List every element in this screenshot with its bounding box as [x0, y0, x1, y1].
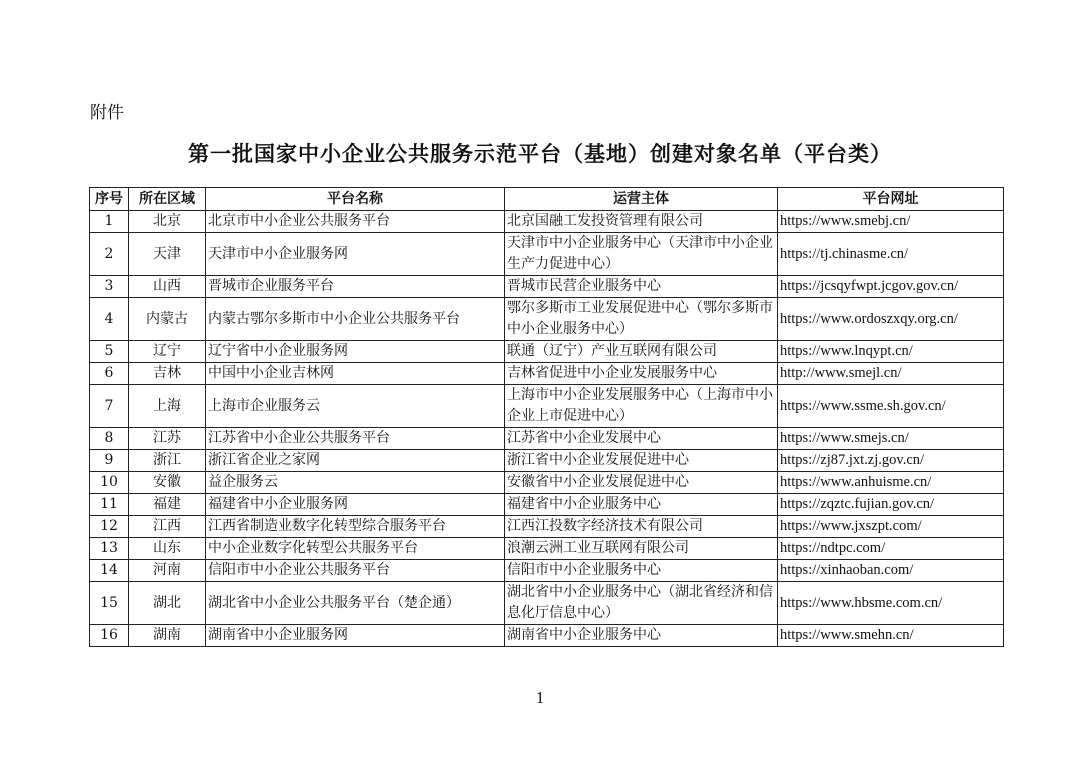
cell-region: 安徽	[129, 472, 206, 494]
table-row	[90, 625, 1004, 647]
table-row	[90, 341, 1004, 363]
cell-url: https://ndtpc.com/	[778, 538, 1004, 560]
cell-url: https://www.ordoszxqy.org.cn/	[778, 298, 1004, 341]
cell-operator: 湖南省中小企业服务中心	[505, 625, 778, 647]
cell-no: 16	[90, 625, 129, 647]
cell-region: 天津	[129, 233, 206, 276]
cell-url: https://www.jxszpt.com/	[778, 516, 1004, 538]
cell-url: https://www.smejs.cn/	[778, 428, 1004, 450]
cell-no: 11	[90, 494, 129, 516]
table-row	[90, 385, 1004, 428]
cell-url: http://www.smejl.cn/	[778, 363, 1004, 385]
table-row	[90, 211, 1004, 233]
cell-region: 山东	[129, 538, 206, 560]
cell-region: 吉林	[129, 363, 206, 385]
cell-operator: 信阳市中小企业服务中心	[505, 560, 778, 582]
cell-region: 内蒙古	[129, 298, 206, 341]
cell-url: https://www.smehn.cn/	[778, 625, 1004, 647]
cell-no: 12	[90, 516, 129, 538]
cell-platform-name: 北京市中小企业公共服务平台	[206, 211, 505, 233]
cell-url: https://www.ssme.sh.gov.cn/	[778, 385, 1004, 428]
cell-region: 江苏	[129, 428, 206, 450]
cell-platform-name: 晋城市企业服务平台	[206, 276, 505, 298]
cell-url: https://tj.chinasme.cn/	[778, 233, 1004, 276]
cell-operator: 湖北省中小企业服务中心（湖北省经济和信息化厅信息中心）	[505, 582, 778, 625]
cell-no: 13	[90, 538, 129, 560]
cell-operator: 浙江省中小企业发展促进中心	[505, 450, 778, 472]
header-name: 平台名称	[206, 188, 505, 211]
header-operator: 运营主体	[505, 188, 778, 211]
cell-operator: 联通（辽宁）产业互联网有限公司	[505, 341, 778, 363]
table-row	[90, 472, 1004, 494]
cell-operator: 浪潮云洲工业互联网有限公司	[505, 538, 778, 560]
cell-no: 4	[90, 298, 129, 341]
page-number: 1	[535, 688, 545, 707]
table-row	[90, 233, 1004, 276]
cell-platform-name: 湖南省中小企业服务网	[206, 625, 505, 647]
cell-no: 3	[90, 276, 129, 298]
cell-url: https://xinhaoban.com/	[778, 560, 1004, 582]
header-no: 序号	[90, 188, 129, 211]
cell-platform-name: 福建省中小企业服务网	[206, 494, 505, 516]
cell-platform-name: 上海市企业服务云	[206, 385, 505, 428]
cell-no: 8	[90, 428, 129, 450]
platform-list-table	[89, 187, 1004, 647]
table-row	[90, 582, 1004, 625]
cell-operator: 天津市中小企业服务中心（天津市中小企业生产力促进中心）	[505, 233, 778, 276]
table-row	[90, 538, 1004, 560]
cell-url: https://jcsqyfwpt.jcgov.gov.cn/	[778, 276, 1004, 298]
cell-region: 北京	[129, 211, 206, 233]
cell-operator: 江西江投数字经济技术有限公司	[505, 516, 778, 538]
cell-platform-name: 益企服务云	[206, 472, 505, 494]
cell-url: https://www.smebj.cn/	[778, 211, 1004, 233]
cell-platform-name: 浙江省企业之家网	[206, 450, 505, 472]
cell-platform-name: 信阳市中小企业公共服务平台	[206, 560, 505, 582]
cell-region: 江西	[129, 516, 206, 538]
cell-operator: 安徽省中小企业发展促进中心	[505, 472, 778, 494]
cell-platform-name: 江苏省中小企业公共服务平台	[206, 428, 505, 450]
cell-region: 福建	[129, 494, 206, 516]
cell-no: 6	[90, 363, 129, 385]
cell-operator: 北京国融工发投资管理有限公司	[505, 211, 778, 233]
table-row	[90, 450, 1004, 472]
table-row	[90, 560, 1004, 582]
cell-platform-name: 天津市中小企业服务网	[206, 233, 505, 276]
cell-operator: 吉林省促进中小企业发展服务中心	[505, 363, 778, 385]
cell-url: https://zj87.jxt.zj.gov.cn/	[778, 450, 1004, 472]
cell-region: 上海	[129, 385, 206, 428]
cell-region: 河南	[129, 560, 206, 582]
table-header-row	[90, 188, 1004, 211]
cell-platform-name: 内蒙古鄂尔多斯市中小企业公共服务平台	[206, 298, 505, 341]
cell-operator: 鄂尔多斯市工业发展促进中心（鄂尔多斯市中小企业服务中心）	[505, 298, 778, 341]
cell-operator: 晋城市民营企业服务中心	[505, 276, 778, 298]
cell-platform-name: 江西省制造业数字化转型综合服务平台	[206, 516, 505, 538]
cell-platform-name: 中国中小企业吉林网	[206, 363, 505, 385]
header-url: 平台网址	[778, 188, 1004, 211]
table-row	[90, 363, 1004, 385]
cell-url: https://www.lnqypt.cn/	[778, 341, 1004, 363]
cell-region: 山西	[129, 276, 206, 298]
cell-no: 15	[90, 582, 129, 625]
cell-region: 湖南	[129, 625, 206, 647]
cell-no: 5	[90, 341, 129, 363]
cell-no: 14	[90, 560, 129, 582]
table-row	[90, 276, 1004, 298]
table-row	[90, 428, 1004, 450]
cell-no: 2	[90, 233, 129, 276]
table-row	[90, 494, 1004, 516]
cell-url: https://zqztc.fujian.gov.cn/	[778, 494, 1004, 516]
cell-no: 1	[90, 211, 129, 233]
cell-operator: 福建省中小企业服务中心	[505, 494, 778, 516]
cell-region: 辽宁	[129, 341, 206, 363]
table-row	[90, 516, 1004, 538]
cell-no: 9	[90, 450, 129, 472]
document-title: 第一批国家中小企业公共服务示范平台（基地）创建对象名单（平台类）	[188, 142, 892, 166]
cell-platform-name: 中小企业数字化转型公共服务平台	[206, 538, 505, 560]
cell-region: 湖北	[129, 582, 206, 625]
cell-operator: 江苏省中小企业发展中心	[505, 428, 778, 450]
cell-region: 浙江	[129, 450, 206, 472]
table-row	[90, 298, 1004, 341]
cell-no: 10	[90, 472, 129, 494]
cell-platform-name: 辽宁省中小企业服务网	[206, 341, 505, 363]
header-region: 所在区域	[129, 188, 206, 211]
table-body	[90, 211, 1004, 647]
cell-url: https://www.anhuisme.cn/	[778, 472, 1004, 494]
cell-url: https://www.hbsme.com.cn/	[778, 582, 1004, 625]
attachment-label: 附件	[90, 103, 124, 123]
cell-operator: 上海市中小企业发展服务中心（上海市中小企业上市促进中心）	[505, 385, 778, 428]
cell-no: 7	[90, 385, 129, 428]
cell-platform-name: 湖北省中小企业公共服务平台（楚企通）	[206, 582, 505, 625]
